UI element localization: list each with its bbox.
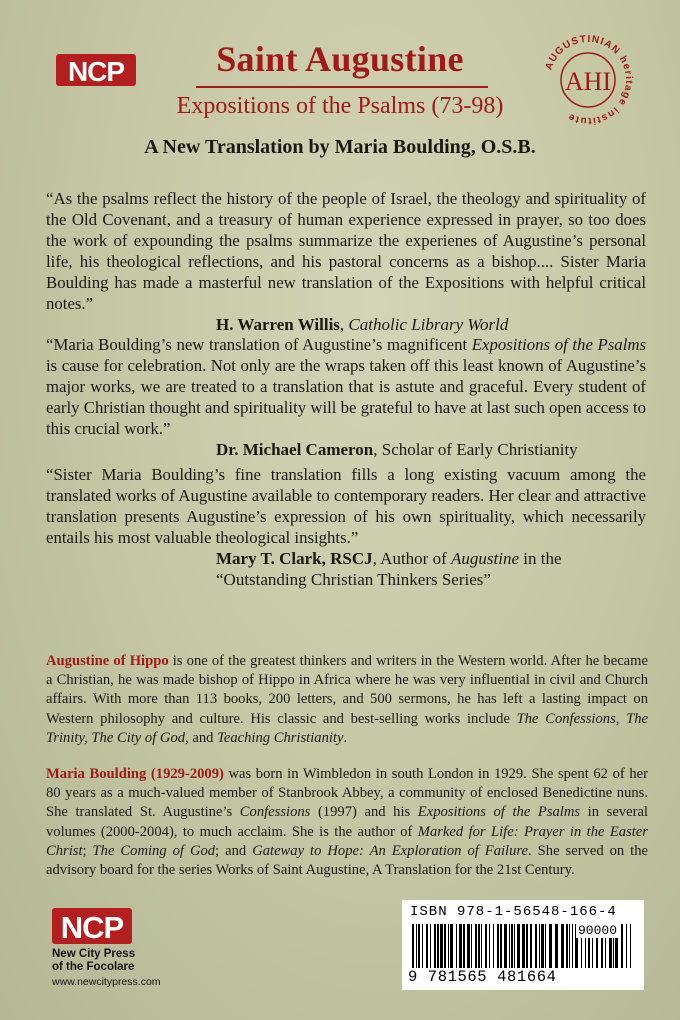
bio-lead: Maria Boulding (1929-2009): [46, 766, 224, 782]
barcode-bar: [545, 924, 546, 968]
barcode-bar: [440, 924, 443, 968]
quote-author: Mary T. Clark, RSCJ: [216, 549, 373, 568]
quote-attribution: Dr. Michael Cameron, Scholar of Early Christianity: [216, 440, 578, 459]
barcode-bar: [517, 924, 520, 968]
ncp-logo-footer: [52, 906, 132, 946]
endorsement-quote-3: [46, 464, 646, 590]
book-title: Saint Augustine: [216, 39, 464, 79]
barcode-bar: [430, 924, 431, 968]
barcode-bar: [450, 924, 453, 968]
barcode-bar: [509, 924, 510, 968]
barcode-bar: [514, 924, 515, 968]
publisher-url: www.newcitypress.com: [52, 976, 161, 988]
barcode-bar: [630, 924, 631, 968]
endorsement-quote-1: [46, 188, 646, 335]
barcode-bar: [471, 924, 472, 968]
barcode-bar: [485, 924, 487, 968]
barcode-bar: [422, 924, 423, 968]
barcode-bar: [626, 924, 627, 968]
barcode-bar: [500, 924, 502, 968]
title-divider: [196, 86, 488, 88]
barcode-bar: [549, 924, 552, 968]
quote-text: “Sister Maria Boulding’s fine translation fills a long existing vacuum among the translated works of Augustine available to contemporary readers. Her clear and attractive translation presents Augustine’s expression of his own spirituality, which necessarily entails his most valuable theological insights.”: [46, 465, 646, 547]
barcode-bar: [412, 924, 414, 968]
quote-source: Catholic Library World: [348, 315, 509, 334]
quote-attribution: H. Warren Willis, Catholic Library World: [216, 315, 509, 334]
barcode-bar: [456, 924, 457, 968]
barcode-bar: [497, 924, 499, 968]
barcode-bar: [463, 924, 465, 968]
barcode-bar: [493, 924, 494, 968]
barcode-bar: [566, 924, 568, 968]
barcode-bar: [448, 924, 449, 968]
barcode-bar: [621, 924, 623, 968]
barcode-bar: [418, 924, 420, 968]
quote-author: Dr. Michael Cameron: [216, 440, 374, 459]
quote-text: “As the psalms reflect the history of the people of Israel, the theology and spirituality of the Old Covenant, and a treasury of human experience expressed in prayer, so too does the work of expounding the psalms summarize the experienes of Augustine’s personal life, his theological reflections, and his pastoral concerns as a bishop.... Sister Maria Boulding has made a masterful new translation of the Expositions with helpful critical notes.”: [46, 189, 646, 313]
publisher-name: New City Press of the Focolare: [52, 948, 136, 973]
endorsement-quote-2: “Maria Boulding’s new translation of Augustine’s magnificent Expositions of the Psalms is cause for celebration. Not only are the wraps taken off this least known of Augustine’s major works, we are treated to a translation that is astute and graceful. Every student of early Christian thought and spirituality will be grateful to have at last such open access to this crucial work.” Dr. Michael Cameron, Scholar of Early Christianity: [46, 335, 647, 459]
barcode-bar: [434, 924, 436, 968]
barcode-bar: [475, 924, 477, 968]
boulding-bio: Maria Boulding (1929-2009) was born in Wimbledon in south London in 1929. She spent 62 of her 80 years as a much-valued member of Stanbrook Abbey, a community of enclosed Benedictine nuns. She translated St. Augustine’s Confessions (1997) and his Expositions of the Psalms in several volumes (2000-2004), to much acclaim. She is the author of Marked for Life: Prayer in the Easter Christ; The Coming of God; and Gateway to Hope: An Exploration of Failure. She served on the advisory board for the series Works of Saint Augustine, A Translation for the 21st Century.: [46, 766, 649, 879]
augustinian-heritage-institute-seal: [536, 28, 640, 132]
barcode-bar: [444, 924, 446, 968]
translation-credit: A New Translation by Maria Boulding, O.S.B.: [144, 136, 536, 158]
barcode-bar: [561, 924, 564, 968]
quote-attribution: Mary T. Clark, RSCJ, Author of Augustine in the “Outstanding Christian Thinkers Series”: [216, 549, 562, 589]
price-code: 90000: [578, 923, 618, 938]
barcode-bar: [526, 924, 528, 968]
barcode-bar: [426, 924, 428, 968]
barcode-bar: [437, 924, 439, 968]
quote-author: H. Warren Willis: [216, 315, 340, 334]
ean-number: 9 781565 481664: [408, 968, 557, 986]
isbn-label: ISBN 978-1-56548-166-4: [410, 904, 617, 920]
ncp-logo: [56, 52, 136, 88]
barcode-bar: [489, 924, 490, 968]
barcode-bar: [569, 924, 570, 968]
barcode-bar: [535, 924, 537, 968]
ncp-logo-text: NCP: [67, 56, 125, 87]
barcode-bar: [539, 924, 540, 968]
barcode-bar: [481, 924, 482, 968]
barcode-bar: [541, 924, 544, 968]
barcode-bar: [530, 924, 532, 968]
seal-monogram: AHI: [564, 67, 612, 96]
barcode-bar: [522, 924, 525, 968]
barcode-bar: [459, 924, 462, 968]
barcode-bar: [416, 924, 417, 968]
barcode-bar: [467, 924, 470, 968]
book-subtitle: Expositions of the Psalms (73-98): [176, 93, 504, 119]
seal-ring-text: AUGUSTINIAN heritage institute: [543, 33, 635, 127]
quote-source: Scholar of Early Christianity: [381, 440, 578, 459]
bio-lead: Augustine of Hippo: [46, 653, 169, 669]
barcode-bar: [572, 924, 573, 968]
augustine-bio: Augustine of Hippo is one of the greatest thinkers and writers in the Western world. After he became a Christian, he was made bishop of Hippo in Africa where he was very influential in civil and Church affairs. With more than 113 books, 200 letters, and 500 sermons, he has left a lasting impact on Western philosophy and culture. His classic and best-selling works include The Confessions, The Trinity, The City of God, and Teaching Christianity.: [46, 653, 648, 746]
quote-source-line2: “Outstanding Christian Thinkers Series”: [216, 570, 491, 589]
barcode-bar: [478, 924, 480, 968]
barcode-bar: [555, 924, 558, 968]
barcode-bar: [511, 924, 513, 968]
ncp-footer-logo-text: NCP: [60, 910, 124, 945]
barcode-bar: [504, 924, 507, 968]
